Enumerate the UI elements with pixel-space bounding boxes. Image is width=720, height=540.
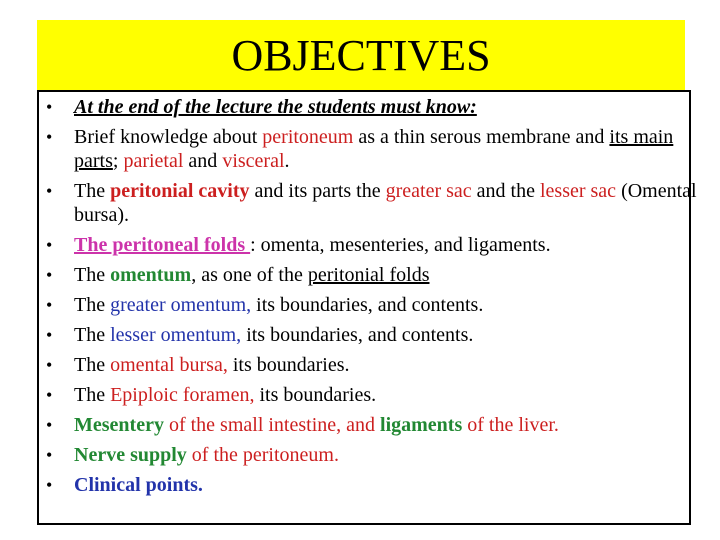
item-text: of the peritoneum. [186,444,339,466]
item-text: its boundaries. [254,384,377,406]
term-greater-sac: greater sac [385,180,472,202]
slide-title: OBJECTIVES [231,31,491,80]
item-text: The [74,324,111,346]
term-parietal: parietal [123,150,184,172]
bullet-icon: • [46,415,53,435]
bullet-icon: • [46,127,53,147]
term-omental-bursa: omental bursa, [110,354,228,376]
bullet-icon: • [46,445,53,465]
bullet-icon: • [46,97,53,117]
bullet-icon: • [46,265,53,285]
item-text: and the [471,180,540,202]
item-text: and [183,150,223,172]
list-item [40,233,700,257]
item-text: : omenta, mesenteries, and ligaments. [250,234,551,256]
term-main-parts: its main parts [74,126,674,172]
item-text: The [74,354,111,376]
item-text: The [74,294,111,316]
term-omentum: omentum [110,264,192,286]
item-text: of the small intestine, and [163,414,381,436]
item-text: its boundaries, and contents. [251,294,484,316]
term-mesentery: Mesentery [74,414,164,436]
term-clinical-points: Clinical points. [74,474,203,496]
term-lesser-omentum: lesser omentum, [110,324,242,346]
term-greater-omentum: greater omentum, [110,294,252,316]
item-text: Brief knowledge about [74,126,263,148]
item-text: The [74,264,111,286]
bullet-icon: • [46,181,53,201]
item-text: of the liver. [462,414,559,436]
list-item [40,179,700,227]
list-item [40,443,700,467]
item-text: ; [112,150,124,172]
term-ligaments: ligaments [380,414,463,436]
term-lesser-sac: lesser sac [539,180,617,202]
list-item [40,263,700,287]
list-item [40,95,700,119]
bullet-icon: • [46,355,53,375]
list-item [40,413,700,437]
item-text: and its parts the [249,180,386,202]
term-peritonial-cavity: peritonial cavity [110,180,250,202]
list-item [40,383,700,407]
term-peritonial-folds: peritonial folds [307,264,430,286]
list-item [40,293,700,317]
item-text: (Omental bursa). [74,180,697,226]
term-nerve-supply: Nerve supply [74,444,187,466]
term-peritoneum: peritoneum [262,126,354,148]
bullet-icon: • [46,295,53,315]
item-text: The [74,180,111,202]
item-text: . [284,150,290,172]
item-text: as a thin serous membrane and [353,126,610,148]
bullet-icon: • [46,235,53,255]
term-visceral: visceral [222,150,285,172]
bullet-icon: • [46,385,53,405]
list-item [40,353,700,377]
term-epiploic-foramen: Epiploic foramen, [110,384,255,406]
list-item [40,323,700,347]
item-text: its boundaries, and contents. [241,324,474,346]
intro-text: At the end of the lecture the students must know: [74,96,477,118]
list-item [40,125,700,173]
item-text: , as one of the [191,264,308,286]
term-peritoneal-folds: The peritoneal folds [74,234,251,256]
bullet-icon: • [46,475,53,495]
objectives-list [40,95,700,503]
bullet-icon: • [46,325,53,345]
title-banner [37,20,685,90]
item-text: The [74,384,111,406]
item-text: its boundaries. [227,354,350,376]
list-item [40,473,700,497]
